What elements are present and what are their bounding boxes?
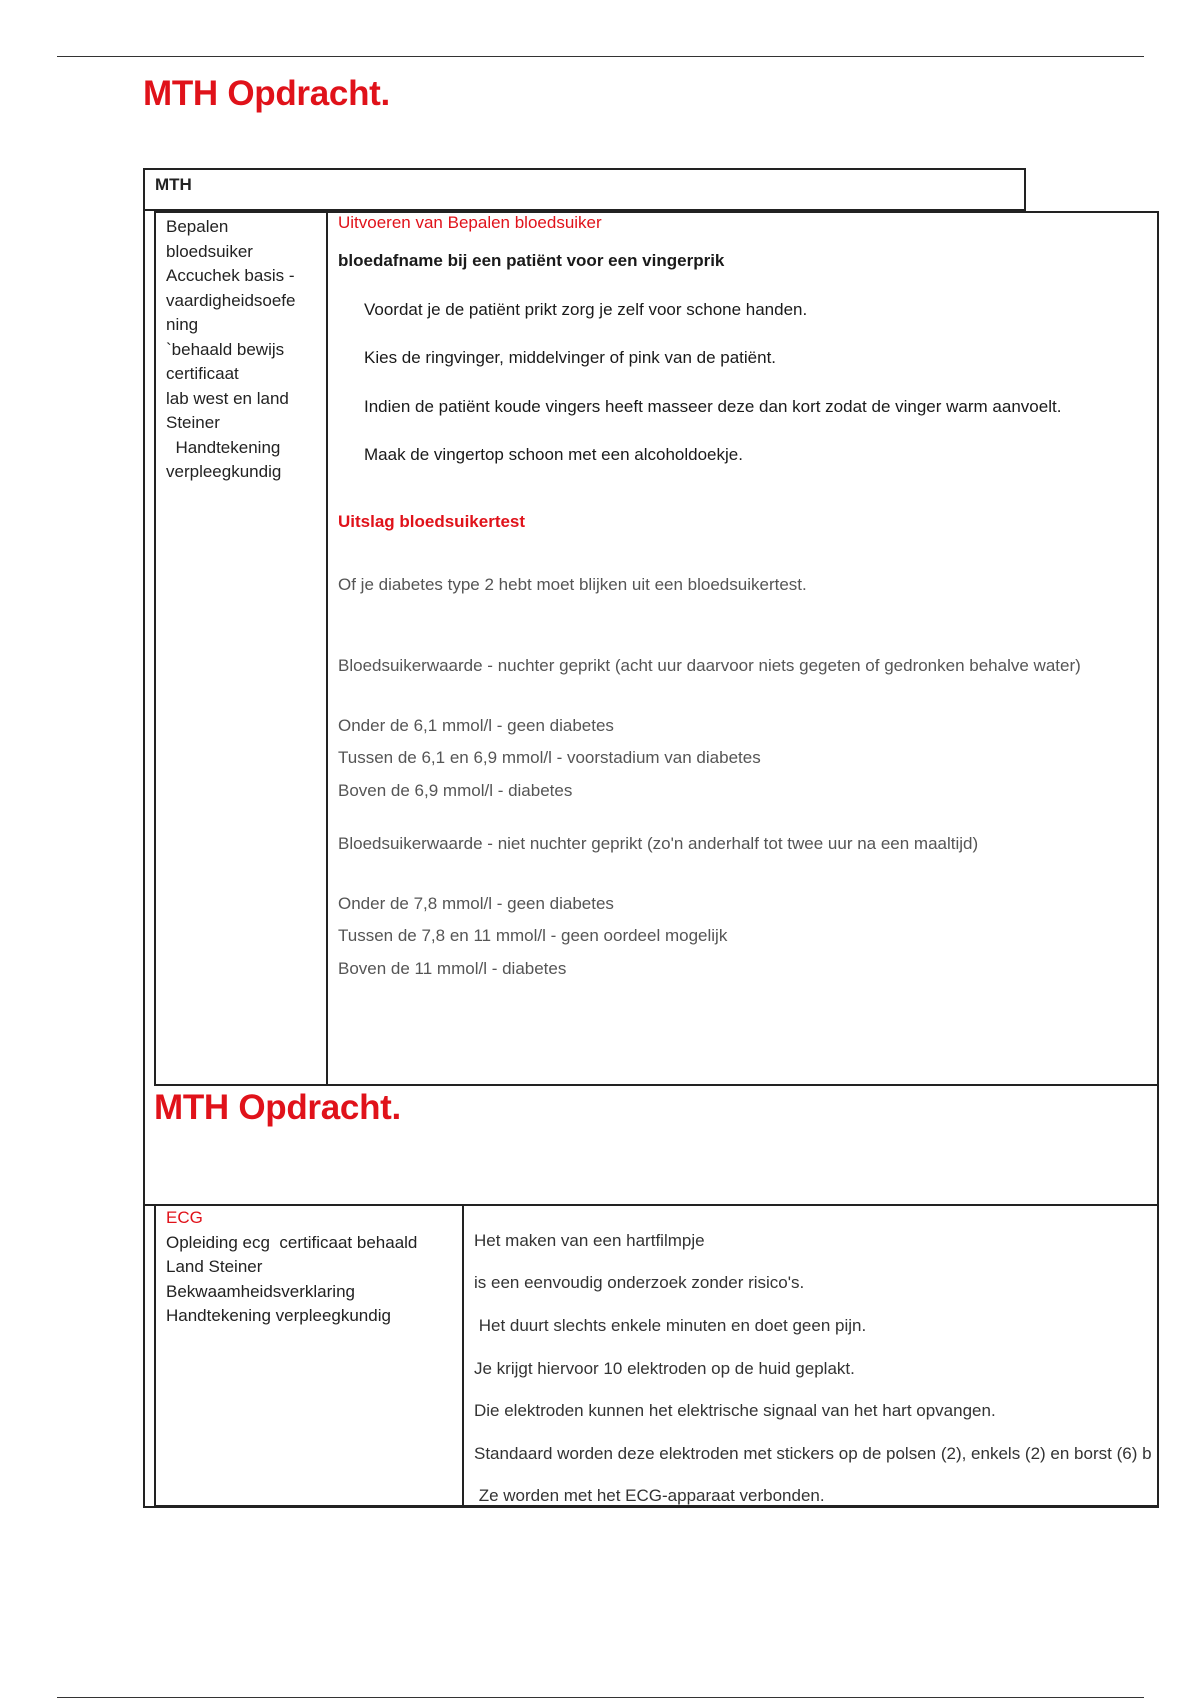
procedure-subheading: bloedafname bij een patiënt voor een vingerprik bbox=[338, 251, 725, 270]
left-cell-line: Bepalen bbox=[166, 217, 229, 236]
procedure-step: Voordat je de patiënt prikt zorg je zelf voor schone handen. bbox=[364, 300, 808, 319]
non-fasting-value: Onder de 7,8 mmol/l - geen diabetes bbox=[338, 894, 614, 913]
bottom-rule bbox=[57, 1697, 1144, 1698]
fasting-title: Bloedsuikerwaarde - nuchter geprikt (acht uur daarvoor niets gegeten of gedronken behalve water) bbox=[338, 656, 1081, 675]
ecg-line: Je krijgt hiervoor 10 elektroden op de huid geplakt. bbox=[474, 1359, 855, 1378]
procedure-step: Maak de vingertop schoon met een alcoholdoekje. bbox=[364, 445, 743, 464]
procedure-heading: Uitvoeren van Bepalen bloedsuiker bbox=[338, 213, 602, 232]
ecg-left-line: Land Steiner bbox=[166, 1257, 263, 1276]
result-heading: Uitslag bloedsuikertest bbox=[338, 512, 526, 531]
top-rule bbox=[57, 56, 1144, 57]
section2-title: MTH Opdracht. bbox=[154, 1088, 401, 1127]
ecg-table bbox=[154, 1204, 1159, 1507]
left-cell-line: verpleegkundig bbox=[166, 462, 282, 481]
ecg-label: ECG bbox=[166, 1208, 203, 1227]
left-cell-line: ning bbox=[166, 315, 199, 334]
ecg-line: Standaard worden deze elektroden met stickers op de polsen (2), enkels (2) en borst (6) b bbox=[474, 1444, 1152, 1463]
left-cell-line: vaardigheidsoefe bbox=[166, 290, 296, 310]
blood-sugar-table bbox=[154, 211, 1159, 1086]
result-intro: Of je diabetes type 2 hebt moet blijken uit een bloedsuikertest. bbox=[338, 575, 807, 594]
ecg-left-line: Handtekening verpleegkundig bbox=[166, 1306, 391, 1325]
blood-sugar-left-cell bbox=[166, 215, 316, 485]
non-fasting-value: Tussen de 7,8 en 11 mmol/l - geen oordeel mogelijk bbox=[338, 926, 728, 945]
left-cell-line: Handtekening bbox=[166, 437, 281, 457]
left-cell-line: certificaat bbox=[166, 364, 239, 383]
left-cell-line: Accuchek basis - bbox=[166, 266, 295, 285]
left-cell-line: bloedsuiker bbox=[166, 241, 253, 261]
left-cell-line: lab west en land bbox=[166, 388, 289, 408]
mth-header-box bbox=[143, 168, 1026, 211]
fasting-value: Boven de 6,9 mmol/l - diabetes bbox=[338, 781, 573, 800]
ecg-line: Die elektroden kunnen het elektrische signaal van het hart opvangen. bbox=[474, 1401, 996, 1420]
ecg-right-cell bbox=[474, 1204, 1157, 1505]
procedure-step: Kies de ringvinger, middelvinger of pink van de patiënt. bbox=[364, 348, 777, 367]
ecg-left-line: Opleiding ecg certificaat behaald bbox=[166, 1232, 418, 1252]
section2-title-box bbox=[143, 1086, 1159, 1206]
procedure-step: Indien de patiënt koude vingers heeft masseer deze dan kort zodat de vinger warm aanvoelt. bbox=[364, 397, 1062, 416]
ecg-left-cell bbox=[166, 1206, 456, 1329]
non-fasting-title: Bloedsuikerwaarde - niet nuchter geprikt (zo'n anderhalf tot twee uur na een maaltijd) bbox=[338, 834, 979, 853]
ecg-left-line: Bekwaamheidsverklaring bbox=[166, 1281, 355, 1301]
mth-header-label: MTH bbox=[155, 175, 192, 194]
column-divider bbox=[462, 1204, 464, 1505]
column-divider bbox=[326, 213, 328, 1084]
non-fasting-value: Boven de 11 mmol/l - diabetes bbox=[338, 959, 567, 978]
page-title: MTH Opdracht. bbox=[143, 74, 390, 113]
left-cell-line: `behaald bewijs bbox=[166, 339, 285, 359]
ecg-line: Het duurt slechts enkele minuten en doet geen pijn. bbox=[474, 1316, 867, 1335]
ecg-line: is een eenvoudig onderzoek zonder risico's. bbox=[474, 1273, 805, 1292]
ecg-line: Het maken van een hartfilmpje bbox=[474, 1231, 705, 1250]
fasting-value: Tussen de 6,1 en 6,9 mmol/l - voorstadium van diabetes bbox=[338, 748, 761, 767]
fasting-value: Onder de 6,1 mmol/l - geen diabetes bbox=[338, 716, 614, 735]
ecg-line: Ze worden met het ECG-apparaat verbonden. bbox=[474, 1486, 825, 1505]
left-cell-line: Steiner bbox=[166, 413, 220, 432]
